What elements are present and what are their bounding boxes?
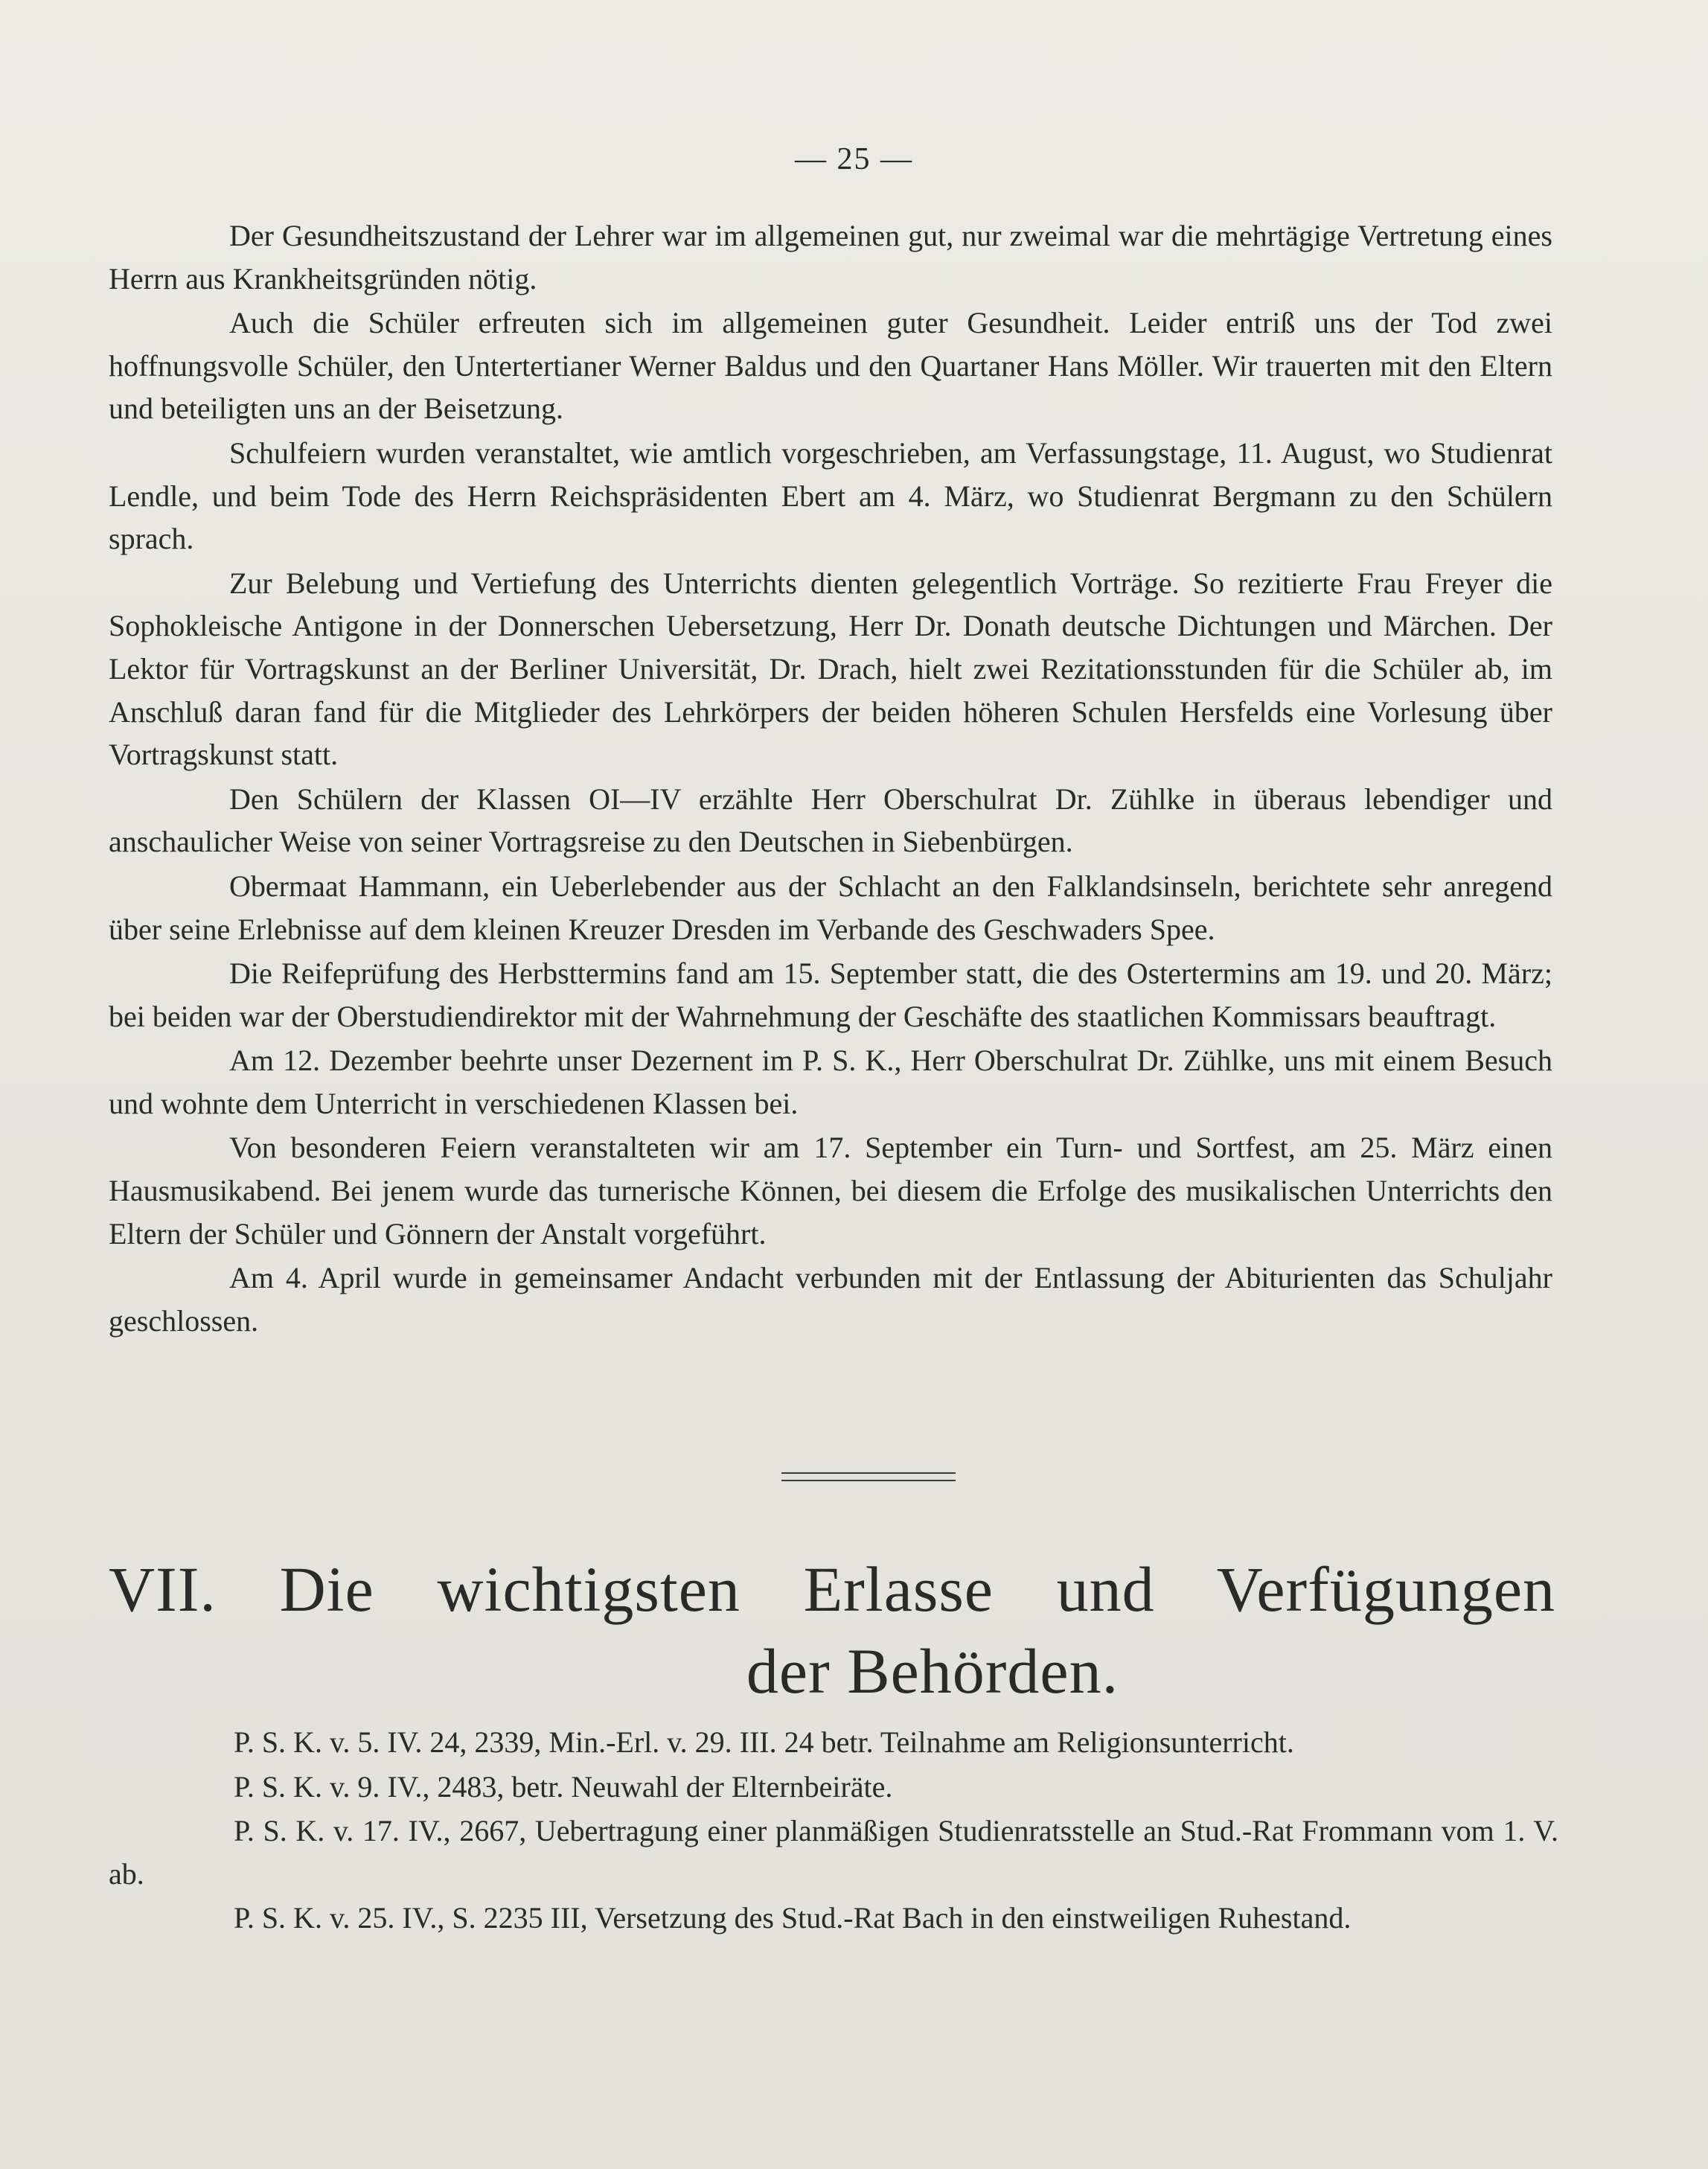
paragraph-festivals: Von besonderen Feiern veranstalteten wir am 17. September ein Turn- und Sortfest, am 25. März einen Hausmusikabend. Bei jenem wurde das turnerische Können, bei diesem die Erfolge des musikalischen Unterrichts den Eltern der Schüler und Gönnern der Anstalt vorgeführt. — [109, 1131, 1552, 1250]
paragraph-student-health: Auch die Schüler erfreuten sich im allgemeinen guter Gesundheit. Leider entriß uns der Tod zwei hoffnungsvolle Schüler, den Untertertianer Werner Baldus und den Quartaner Hans Möller. Wir trauerten mit den Eltern und beteiligten uns an der Beisetzung. — [109, 306, 1552, 426]
section-heading-line-2: der Behörden. — [746, 1635, 1119, 1707]
decree-item: P. S. K. v. 9. IV., 2483, betr. Neuwahl der Elternbeiräte. — [234, 1769, 893, 1804]
paragraph-inspection-visit: Am 12. Dezember beehrte unser Dezernent im P. S. K., Herr Oberschulrat Dr. Zühlke, uns mit einem Besuch und wohnte dem Unterricht in verschiedenen Klassen bei. — [109, 1044, 1552, 1120]
report-body — [109, 214, 1552, 1342]
section-heading — [109, 1548, 1555, 1712]
section-heading-line-1: VII. Die wichtigsten Erlasse und Verfügungen — [109, 1553, 1555, 1625]
paragraph-lectures: Zur Belebung und Vertiefung des Unterrichts dienten gelegentlich Vorträge. So rezitierte Frau Freyer die Sophokleische Antigone in der Donnerschen Uebersetzung, Herr Dr. Donath deutsche Dichtungen und Märchen. Der Lektor für Vortragskunst an der Berliner Universität, Dr. Drach, hielt zwei Rezitationsstunden für die Schüler ab, im Anschluß daran fand für die Mitglieder des Lehrkörpers der beiden höheren Schulen Hersfelds eine Vorlesung über Vortragskunst statt. — [109, 566, 1552, 772]
paragraph-falklands-talk: Obermaat Hammann, ein Ueberlebender aus der Schlacht an den Falklandsinseln, berichtete sehr anregend über seine Erlebnisse auf dem kleinen Kreuzer Dresden im Verbande des Geschwaders Spee. — [109, 869, 1552, 946]
decree-item: P. S. K. v. 5. IV. 24, 2339, Min.-Erl. v. 29. III. 24 betr. Teilnahme am Religionsunterricht. — [234, 1725, 1294, 1759]
decree-item: P. S. K. v. 25. IV., S. 2235 III, Versetzung des Stud.-Rat Bach in den einstweiligen Ruhestand. — [234, 1901, 1352, 1935]
page-number: — 25 — — [795, 142, 913, 176]
decree-item: P. S. K. v. 17. IV., 2667, Uebertragung einer planmäßigen Studienratsstelle an Stud.-Rat Frommann vom 1. V. ab. — [109, 1814, 1558, 1891]
section-divider — [781, 1472, 956, 1481]
paragraph-siebenbuergen-talk: Den Schülern der Klassen OI—IV erzählte Herr Oberschulrat Dr. Zühlke in überaus lebendiger und anschaulicher Weise von seiner Vortragsreise zu den Deutschen in Siebenbürgen. — [109, 782, 1552, 859]
paragraph-year-closing: Am 4. April wurde in gemeinsamer Andacht verbunden mit der Entlassung der Abiturienten das Schuljahr geschlossen. — [109, 1261, 1552, 1338]
paragraph-teacher-health: Der Gesundheitszustand der Lehrer war im allgemeinen gut, nur zweimal war die mehrtägige Vertretung eines Herrn aus Krankheitsgründen nötig. — [109, 219, 1552, 296]
decree-list — [109, 1721, 1558, 1940]
paragraph-final-exams: Die Reifeprüfung des Herbsttermins fand am 15. September statt, die des Ostertermins am 19. und 20. März; bei beiden war der Oberstudiendirektor mit der Wahrnehmung der Geschäfte des staatlichen Kommissars beauftragt. — [109, 956, 1552, 1033]
paragraph-school-celebrations: Schulfeiern wurden veranstaltet, wie amtlich vorgeschrieben, am Verfassungstage, 11. August, wo Studienrat Lendle, und beim Tode des Herrn Reichspräsidenten Ebert am 4. März, wo Studienrat Bergmann zu den Schülern sprach. — [109, 435, 1552, 556]
